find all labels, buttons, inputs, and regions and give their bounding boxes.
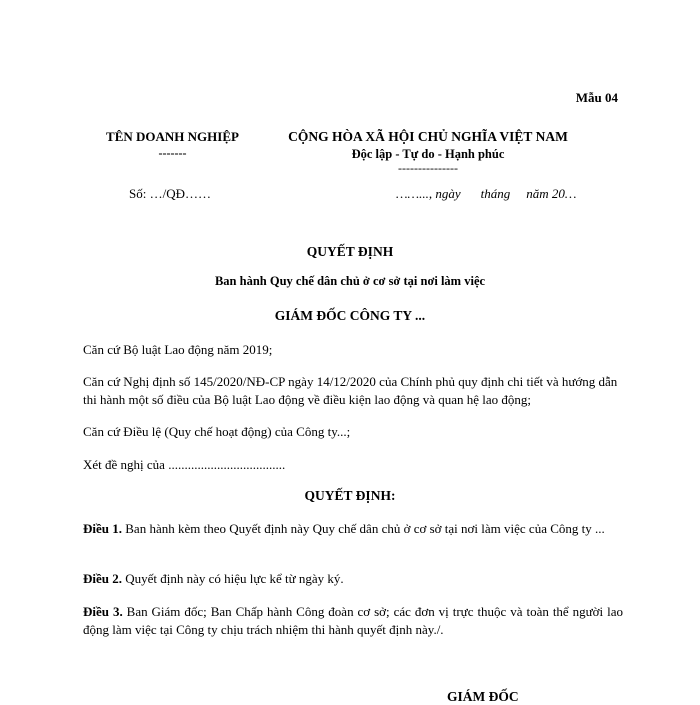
article-text: Quyết định này có hiệu lực kể từ ngày ký. [122, 571, 344, 586]
motto-divider: --------------- [398, 161, 458, 175]
article-label: Điều 2. [83, 571, 122, 586]
company-divider: ------- [158, 146, 187, 160]
decision-heading: QUYẾT ĐỊNH: [304, 488, 396, 503]
issuing-authority: GIÁM ĐỐC CÔNG TY ... [274, 308, 426, 323]
proposal-line: Xét đề nghị của .................................... [83, 457, 286, 472]
signer-title: GIÁM ĐỐC [447, 689, 519, 704]
document-subtitle: Ban hành Quy chế dân chủ ở cơ sở tại nơi làm việc [214, 274, 486, 288]
article [83, 603, 623, 639]
article [83, 520, 623, 538]
article-text: Ban hành kèm theo Quyết định này Quy chế dân chủ ở cơ sở tại nơi làm việc của Công ty ... [122, 521, 605, 536]
nation-name: CỘNG HÒA XÃ HỘI CHỦ NGHĨA VIỆT NAM [288, 129, 568, 144]
article-label: Điều 3. [83, 604, 123, 619]
article [83, 570, 623, 588]
national-motto: Độc lập - Tự do - Hạnh phúc [351, 147, 505, 161]
date-month: tháng [480, 186, 511, 201]
document-title: QUYẾT ĐỊNH [306, 244, 394, 259]
article-label: Điều 1. [83, 521, 122, 536]
place-day: ……..., ngày [396, 186, 461, 201]
national-header [268, 129, 588, 173]
article-text: Ban Giám đốc; Ban Chấp hành Công đoàn cơ sở; các đơn vị trực thuộc và toàn thể người lao động làm việc tại Công ty chịu trách nhiệm thi hành quyết định này./. [83, 604, 624, 637]
legal-basis: Căn cứ Nghị định số 145/2020/NĐ-CP ngày 14/12/2020 của Chính phủ quy định chi tiết và hướng dẫn thi hành một số điều của Bộ luật Lao động về điều kiện lao động và quan hệ lao động; [83, 374, 618, 407]
document-number: Số: …/QĐ…… [129, 186, 211, 201]
form-number: Mẫu 04 [575, 90, 618, 105]
company-name: TÊN DOANH NGHIỆP [106, 129, 239, 144]
place-date [396, 186, 576, 202]
date-year: năm 20… [526, 186, 577, 201]
company-header [90, 129, 255, 159]
legal-basis: Căn cứ Bộ luật Lao động năm 2019; [83, 342, 273, 357]
legal-basis: Căn cứ Điều lệ (Quy chế hoạt động) của Công ty...; [83, 424, 351, 439]
